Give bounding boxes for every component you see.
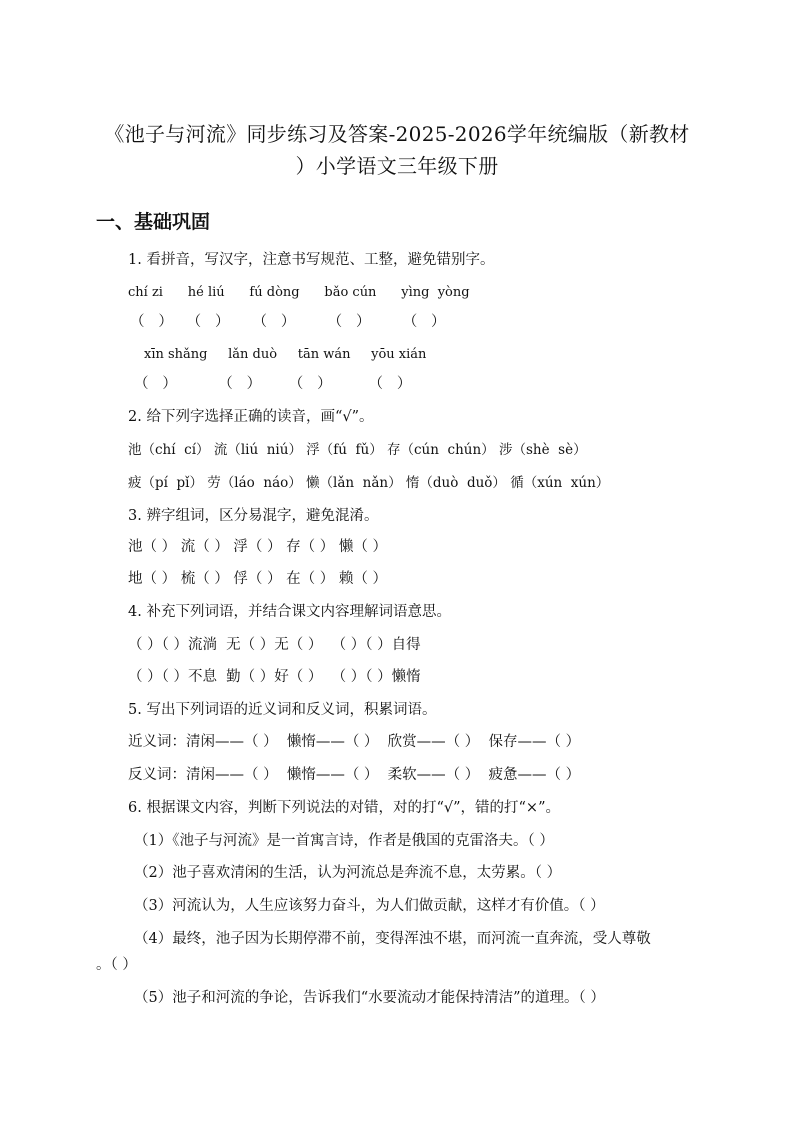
q5-row-synonyms: 近义词：清闲——（ ） 懒惰——（ ） 欣赏——（ ） 保存——（ ） [128, 734, 581, 750]
q6-item-3: （3）河流认为，人生应该努力奋斗，为人们做贡献，这样才有价值。（ ） [134, 898, 605, 914]
title-line-2: ）小学语文三年级下册 [295, 154, 499, 178]
title-line-1: 《池子与河流》同步练习及答案-2025-2026学年统编版（新教材 [104, 122, 690, 146]
q1-prompt: 1. 看拼音，写汉字，注意书写规范、工整，避免错别字。 [128, 252, 495, 268]
q1-blanks-row-1: （ ） （ ） （ ） （ ） （ ） [130, 314, 446, 330]
q6-item-1: （1）《池子与河流》是一首寓言诗，作者是俄国的克雷洛夫。（ ） [134, 833, 554, 849]
q4-row-1: （ ）（ ）流淌 无（ ）无（ ） （ ）（ ）自得 [128, 637, 421, 653]
q6-item-4: （4）最终，池子因为长期停滞不前，变得浑浊不堪，而河流一直奔流，受人尊敬 [134, 931, 651, 947]
q4-prompt: 4. 补充下列词语，并结合课文内容理解词语意思。 [128, 604, 451, 620]
q3-prompt: 3. 辨字组词，区分易混字，避免混淆。 [128, 508, 379, 524]
q1-blanks-row-2: （ ） （ ） （ ） （ ） [134, 376, 412, 392]
q2-row-1: 池（chí cí） 流（liú niú） 浮（fú fǔ） 存（cún chún） 涉（shè sè） [128, 442, 587, 458]
q6-item-2: （2）池子喜欢清闲的生活，认为河流总是奔流不息，太劳累。（ ） [134, 865, 562, 881]
q1-pinyin-row-2: xīn shǎng lǎn duò tān wán yōu xián [144, 347, 427, 362]
q2-row-2: 疲（pí pǐ） 劳（láo náo） 懒（lǎn nǎn） 惰（duò duǒ） 循（xún xún） [128, 475, 610, 491]
q6-item-4-continued: 。（ ） [96, 957, 137, 973]
q3-row-1: 池（ ） 流（ ） 浮（ ） 存（ ） 懒（ ） [128, 539, 387, 555]
section-heading-basics: 一、基础巩固 [96, 211, 211, 233]
q5-row-antonyms: 反义词：清闲——（ ） 懒惰——（ ） 柔软——（ ） 疲惫——（ ） [128, 767, 581, 783]
q6-prompt: 6. 根据课文内容，判断下列说法的对错，对的打“√”，错的打“×”。 [128, 800, 560, 816]
q6-item-5: （5）池子和河流的争论，告诉我们“水要流动才能保持清洁”的道理。（ ） [134, 990, 605, 1006]
q3-row-2: 地（ ） 梳（ ） 俘（ ） 在（ ） 赖（ ） [128, 571, 387, 587]
q1-pinyin-row-1: chí zi hé liú fú dòng bǎo cún yìng yòng [128, 285, 470, 300]
q2-prompt: 2. 给下列字选择正确的读音，画“√”。 [128, 409, 374, 425]
q5-prompt: 5. 写出下列词语的近义词和反义词，积累词语。 [128, 702, 437, 718]
q4-row-2: （ ）（ ）不息 勤（ ）好（ ） （ ）（ ）懒惰 [128, 669, 421, 685]
document-title [96, 118, 698, 182]
